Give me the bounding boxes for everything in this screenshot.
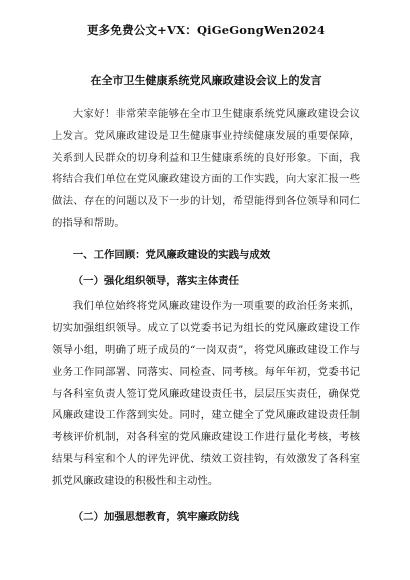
- subsection-heading-2: （二）加强思想教育，筑牢廉政防线: [72, 510, 240, 523]
- document-title: 在全市卫生健康系统党风廉政建设会议上的发言: [90, 74, 322, 87]
- promo-header: 更多免费公文+VX：QiGeGongWen2024: [86, 23, 326, 37]
- intro-paragraph: 大家好！非常荣幸能够在全市卫生健康系统党风廉政建设会议上发言。党风廉政建设是卫生健康事业持续健康发展的重要保障，关系到人民群众的切身利益和卫生健康系统的良好形象。下面，我将结合我们单位在党风廉政建设方面的工作实践，向大家汇报一些做法、存在的问题以及下一步的计划，希望能得到各位领导和同仁的指导和帮助。: [52, 108, 360, 229]
- section-heading-1: 一、工作回顾：党风廉政建设的实践与成效: [72, 248, 271, 261]
- subsection-1-paragraph: 我们单位始终将党风廉政建设作为一项重要的政治任务来抓，切实加强组织领导。成立了以党委书记为组长的党风廉政建设工作领导小组，明确了班子成员的“一岗双责”，将党风廉政建设工作与业务工作同部署、同落实、同检查、同考核。每年年初，党委书记与各科室负责人签订党风廉政建设责任书，层层压实责任，确保党风廉政建设工作落到实处。同时，建立健全了党风廉政建设责任制考核评价机制，对各科室的党风廉政建设工作进行量化考核，考核结果与科室和个人的评先评优、绩效工资挂钩，有效激发了各科室抓党风廉政建设的积极性和主动性。: [52, 300, 360, 487]
- subsection-heading-1: （一）强化组织领导，落实主体责任: [72, 274, 240, 287]
